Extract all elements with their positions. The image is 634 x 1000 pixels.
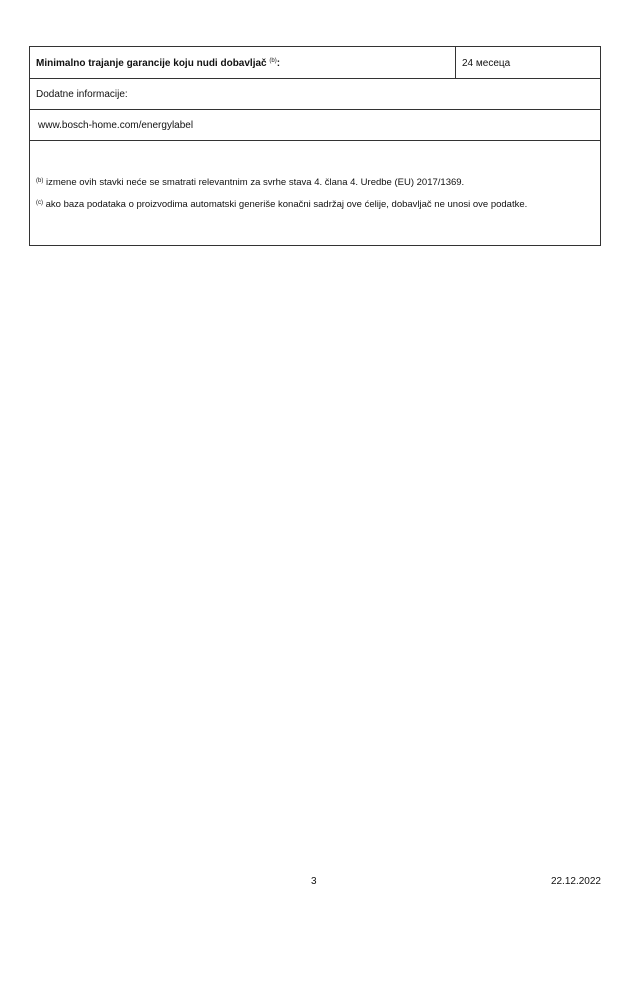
footnote-c bbox=[36, 199, 594, 211]
footnote-b-text: izmene ovih stavki neće se smatrati relevantnim za svrhe stava 4. člana 4. Uredbe (EU) 2017/1369. bbox=[43, 177, 465, 188]
additional-info-label: Dodatne informacije: bbox=[36, 89, 128, 100]
footnotes bbox=[30, 141, 600, 245]
additional-info-row bbox=[30, 79, 600, 110]
warranty-value: 24 месеца bbox=[462, 58, 511, 69]
product-info-table bbox=[29, 46, 601, 246]
warranty-label-suffix: : bbox=[276, 58, 281, 69]
footnote-c-text: ako baza podataka o proizvodima automatski generiše konačni sadržaj ove ćelije, dobavljač ne unosi ove podatke. bbox=[43, 199, 528, 210]
energy-label-link[interactable]: www.bosch-home.com/energylabel bbox=[38, 120, 194, 131]
document-date: 22.12.2022 bbox=[550, 876, 601, 887]
warranty-label: Minimalno trajanje garancije koju nudi dobavljač bbox=[36, 58, 267, 69]
warranty-footnote-ref: (b) bbox=[269, 58, 277, 64]
warranty-row bbox=[30, 47, 600, 79]
footnote-b bbox=[36, 177, 594, 189]
warranty-label-cell bbox=[30, 47, 456, 78]
notes-row bbox=[30, 141, 600, 245]
footnote-c-ref: (c) bbox=[36, 200, 43, 206]
info-link-row bbox=[30, 110, 600, 141]
footnote-b-ref: (b) bbox=[36, 178, 44, 184]
page-number: 3 bbox=[311, 876, 317, 887]
